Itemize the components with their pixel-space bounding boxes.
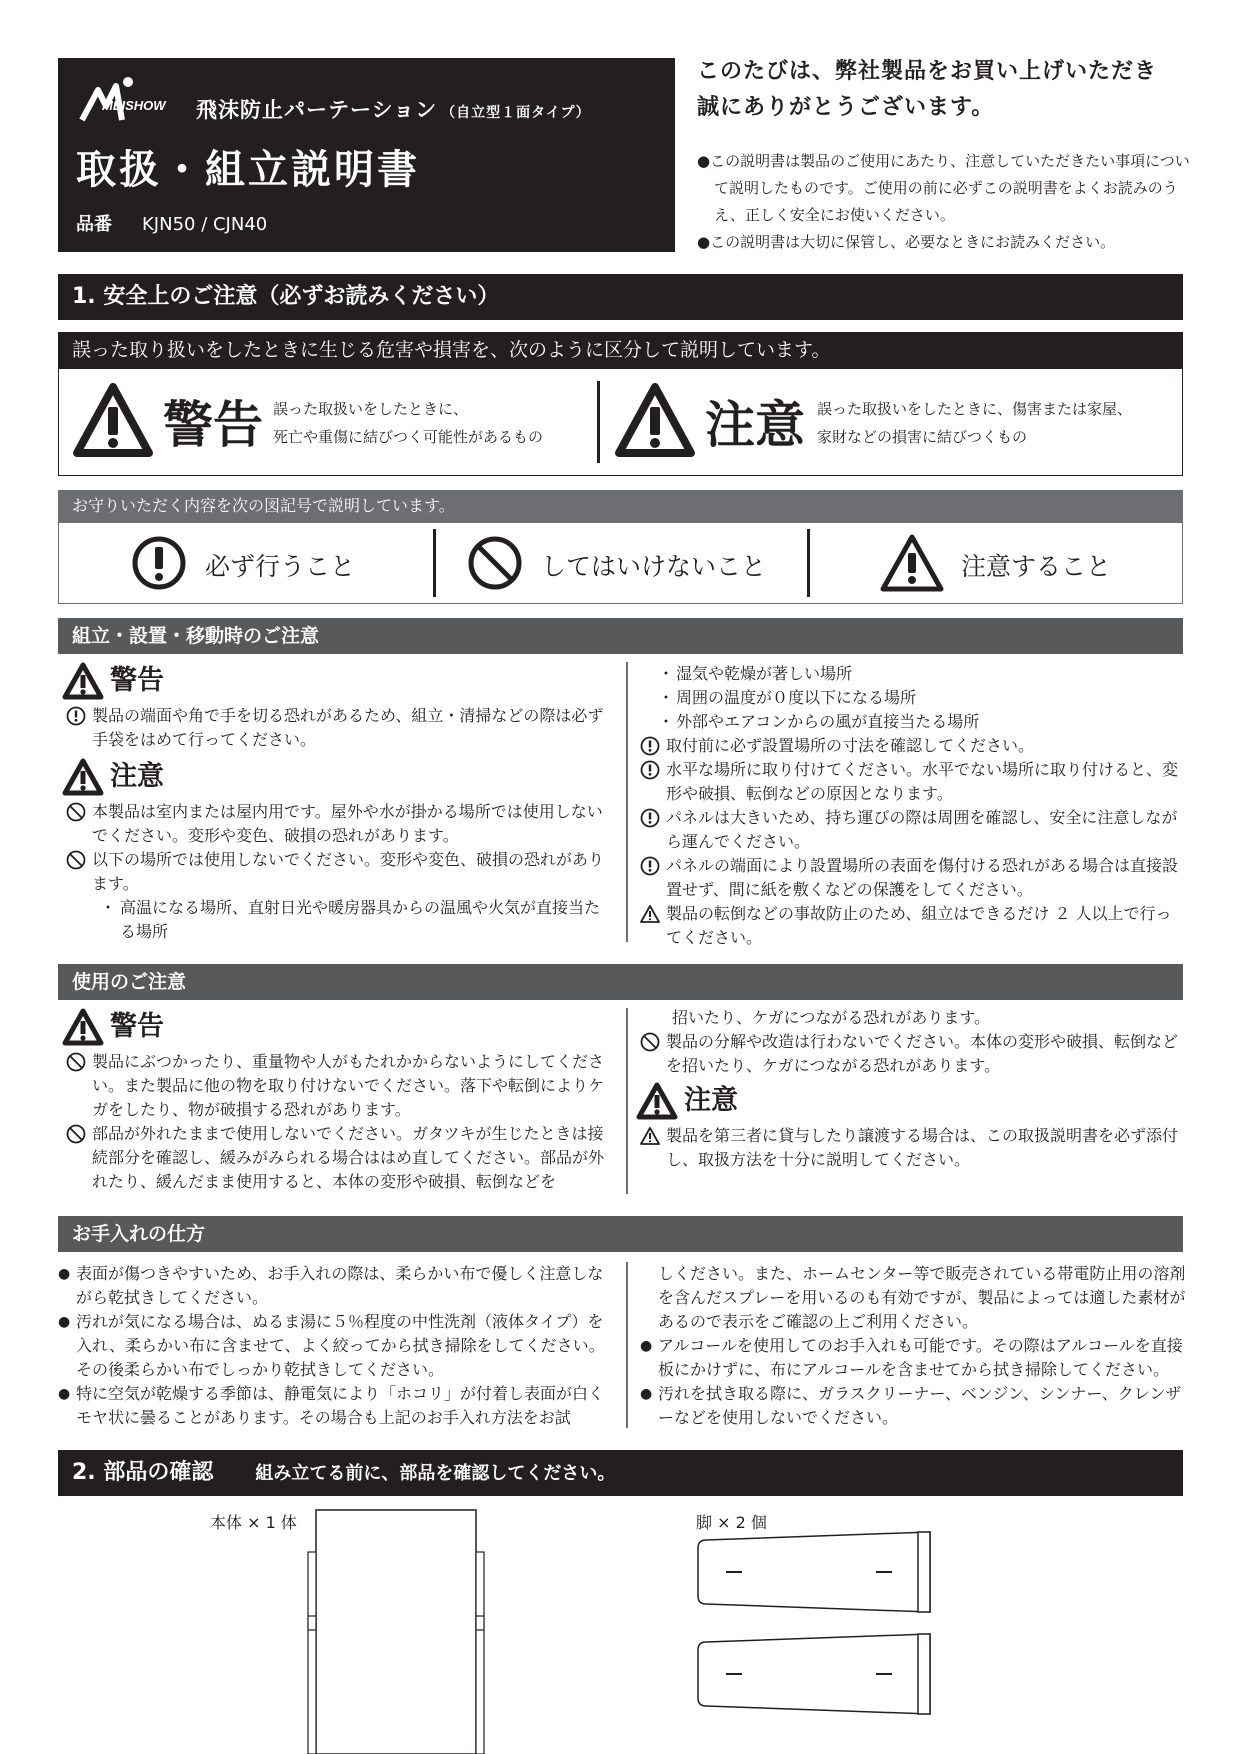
care-item: ● 特に空気が乾燥する季節は、静電気により「ホコリ」が付着し表面が白くモヤ状に曇ることがあります。その場合も上記のお手入れ方法をお試 <box>58 1382 610 1430</box>
caution-triangle-icon <box>615 383 695 459</box>
caution-triangle-icon <box>636 1082 678 1120</box>
prohibited-icon <box>66 1124 86 1144</box>
assembly-c7-text: 製品の転倒などの事故防止のため、組立はできるだけ ２ 人以上で行ってください。 <box>666 904 1172 947</box>
usage-c1-text: 製品を第三者に貸与したり譲渡する場合は、この取扱説明書を必ず添付し、取扱方法を十分に説明してください。 <box>666 1126 1179 1169</box>
hazard-level-box <box>58 368 1183 476</box>
assembly-c2-sub-item: ・ 高温になる場所、直射日光や暖房器具からの温風や火気が直接当たる場所 <box>62 896 610 944</box>
section1-title: 1. 安全上のご注意（必ずお読みください） <box>58 274 1183 320</box>
prohibited-icon <box>66 802 86 822</box>
warning-triangle-icon <box>62 1008 104 1046</box>
assembly-caution-item <box>636 902 1186 950</box>
intro-bullet-2: ●この説明書は大切に保管し、必要なときにお読みください。 <box>697 233 1116 251</box>
usage-warning-item <box>62 1050 610 1122</box>
usage-right-column <box>636 1006 1186 1172</box>
warning-label: 警告 <box>163 396 263 454</box>
usage-w3-text: 製品の分解や改造は行わないでください。本体の変形や破損、転倒などを招いたり、ケガにつながる恐れがあります。 <box>666 1032 1179 1075</box>
must-do-icon <box>640 760 660 780</box>
model-number: KJN50 / CJN40 <box>142 214 268 235</box>
product-name <box>196 94 591 124</box>
assembly-right-column <box>636 662 1186 950</box>
symbol-caution-label: 注意すること <box>961 552 1112 581</box>
header-box <box>58 58 675 252</box>
assembly-warning-heading <box>62 662 610 700</box>
care-item: ● アルコールを使用してのお手入れも可能です。その際はアルコールを直接板にかけずに、布にアルコールを含ませてから拭き掃除してください。 <box>640 1334 1186 1382</box>
column-divider <box>626 662 628 942</box>
warning-triangle-icon <box>73 383 153 459</box>
caution-desc-line-1: 誤った取扱いをしたときに、傷害または家屋、 <box>817 400 1133 418</box>
part-leg-label: 脚 × 2 個 <box>696 1513 767 1532</box>
care-section-title: お手入れの仕方 <box>58 1216 1183 1252</box>
usage-caution-heading <box>636 1082 1186 1120</box>
caution-icon <box>640 904 660 924</box>
assembly-caution-item <box>636 758 1186 806</box>
section2-subtitle: 組み立てる前に、部品を確認してください。 <box>255 1463 616 1484</box>
must-do-icon <box>131 535 187 591</box>
care-right-column <box>640 1262 1186 1430</box>
care-item: ● 表面が傷つきやすいため、お手入れの際は、柔らかい布で優しく注意しながら乾拭きしてください。 <box>58 1262 610 1310</box>
must-do-icon <box>640 736 660 756</box>
caution-triangle-icon <box>62 758 104 796</box>
usage-warning-item <box>636 1030 1186 1078</box>
care-item: ● 汚れが気になる場合は、ぬるま湯に５％程度の中性洗剤（液体タイプ）を入れ、柔らかい布に含ませて、よく絞ってから拭き掃除をしてください。その後柔らかい布でしっかり乾拭きしてください。 <box>58 1310 610 1382</box>
usage-w1-text: 製品にぶつかったり、重量物や人がもたれかからないようにしてください。また製品に他の物を取り付けないでください。落下や転倒によりケガをしたり、物が破損する恐れがあります。 <box>92 1052 605 1119</box>
leg-parts-drawing <box>696 1528 946 1728</box>
assembly-warning-label: 警告 <box>110 665 164 696</box>
usage-caution-label: 注意 <box>684 1085 738 1116</box>
symbol-prohibit-label: してはいけないこと <box>541 552 767 581</box>
assembly-caution-heading <box>62 758 610 796</box>
assembly-c4-text: 水平な場所に取り付けてください。水平でない場所に取り付けると、変形や破損、転倒などの原因となります。 <box>666 760 1179 803</box>
symbol-divider <box>807 529 810 597</box>
care-left-column <box>58 1262 610 1430</box>
model-label: 品番 <box>76 214 112 235</box>
symbols-intro: お守りいただく内容を次の図記号で説明しています。 <box>58 490 1183 522</box>
product-name-text: 飛沫防止パーテーション <box>196 98 438 122</box>
usage-left-column <box>62 1008 610 1194</box>
prohibited-icon <box>66 1052 86 1072</box>
care-item: ● 汚れを拭き取る際に、ガラスクリーナー、ベンジン、シンナー、クレンザーなどを使用しないでください。 <box>640 1382 1186 1430</box>
section2-title: 2. 部品の確認 <box>72 1460 214 1485</box>
symbol-divider <box>433 529 436 597</box>
doc-title: 取扱・組立説明書 <box>76 147 420 193</box>
assembly-c2-sub-item: ・ 湿気や乾燥が著しい場所 <box>636 662 1186 686</box>
usage-warning-heading <box>62 1008 610 1046</box>
level-divider <box>597 381 600 463</box>
usage-w2-text: 部品が外れたままで使用しないでください。ガタツキが生じたときは接続部分を確認し、緩みがみられる場合ははめ直してください。部品が外れたり、緩んだまま使用すると、本体の変形や破損、転倒などを <box>92 1124 605 1191</box>
assembly-left-column <box>62 662 610 944</box>
assembly-warning-item <box>62 704 610 752</box>
part-body-label: 本体 × 1 体 <box>210 1513 297 1532</box>
assembly-c2-sub-item: ・ 外部やエアコンからの風が直接当たる場所 <box>636 710 1186 734</box>
column-divider <box>626 1008 628 1194</box>
prohibited-icon <box>640 1032 660 1052</box>
caution-desc-line-2: 家財などの損害に結びつくもの <box>817 428 1028 446</box>
must-do-icon <box>640 856 660 876</box>
assembly-w1-text: 製品の端面や角で手を切る恐れがあるため、組立・清掃などの際は必ず手袋をはめて行ってください。 <box>92 706 604 749</box>
assembly-caution-item <box>636 854 1186 902</box>
usage-section-title: 使用のご注意 <box>58 964 1183 1000</box>
must-do-icon <box>66 706 86 726</box>
warning-desc-line-2: 死亡や重傷に結びつく可能性があるもの <box>273 428 544 446</box>
thanks-line-2: 誠にありがとうございます。 <box>697 95 995 120</box>
assembly-c6-text: パネルの端面により設置場所の表面を傷付ける恐れがある場合は直接設置せず、間に紙を敷くなどの保護をしてください。 <box>666 856 1179 899</box>
warning-description <box>273 395 543 451</box>
assembly-caution-item <box>62 800 610 848</box>
caution-label: 注意 <box>705 396 805 454</box>
warning-triangle-icon <box>62 662 104 700</box>
assembly-c1-text: 本製品は室内または屋内用です。屋外や水が掛かる場所では使用しないでください。変形や変色、破損の恐れがあります。 <box>92 802 603 845</box>
assembly-c3-text: 取付前に必ず設置場所の寸法を確認してください。 <box>666 736 1035 755</box>
symbols-legend <box>58 522 1183 604</box>
brand-name: MEISHOW <box>102 98 166 113</box>
symbol-must-label: 必ず行うこと <box>205 552 356 581</box>
thanks-line-1: このたびは、弊社製品をお買い上げいただき <box>697 59 1158 84</box>
leg-part <box>698 1532 930 1612</box>
assembly-c2-sub-item: ・ 周囲の温度が０度以下になる場所 <box>636 686 1186 710</box>
assembly-c5-text: パネルは大きいため、持ち運びの際は周囲を確認し、安全に注意しながら運んでください。 <box>666 808 1178 851</box>
column-divider <box>626 1262 628 1428</box>
product-type: （自立型１面タイプ） <box>441 105 591 121</box>
usage-warning-item <box>62 1122 610 1194</box>
usage-caution-item <box>636 1124 1186 1172</box>
thanks-message <box>697 54 1197 126</box>
model-line <box>76 210 267 236</box>
usage-warning-label: 警告 <box>110 1011 164 1042</box>
assembly-section-title: 組立・設置・移動時のご注意 <box>58 618 1183 654</box>
usage-w2-continued: 招いたり、ケガにつながる恐れがあります。 <box>672 1008 991 1027</box>
prohibited-icon <box>467 535 523 591</box>
assembly-caution-item <box>636 734 1186 758</box>
leg-part <box>698 1634 930 1714</box>
assembly-caution-label: 注意 <box>110 761 164 792</box>
caution-description <box>817 395 1132 451</box>
warning-desc-line-1: 誤った取扱いをしたときに、 <box>273 400 469 418</box>
care-p3-continued: しください。また、ホームセンター等で販売されている帯電防止用の溶剤を含んだスプレーを用いるのも有効ですが、製品によっては適した素材があるので表示をご確認の上ご利用ください。 <box>658 1264 1186 1331</box>
assembly-caution-item <box>62 848 610 896</box>
caution-icon <box>640 1126 660 1146</box>
must-do-icon <box>640 808 660 828</box>
intro-bullet-1: ●この説明書は製品のご使用にあたり、注意していただきたい事項について説明したものです。ご使用の前に必ずこの説明書をよくお読みのうえ、正しく安全にお使いください。 <box>697 152 1190 224</box>
section2-title-bar <box>58 1450 1183 1496</box>
caution-icon <box>879 533 945 595</box>
brand-logo <box>76 70 176 128</box>
assembly-c2-text: 以下の場所では使用しないでください。変形や変色、破損の恐れがあります。 <box>92 850 605 893</box>
intro-notes <box>697 148 1197 256</box>
prohibited-icon <box>66 850 86 870</box>
section1-description: 誤った取り扱いをしたときに生じる危害や損害を、次のように区分して説明しています。 <box>58 332 1183 368</box>
assembly-caution-item <box>636 806 1186 854</box>
panel-body-drawing <box>300 1508 490 1754</box>
